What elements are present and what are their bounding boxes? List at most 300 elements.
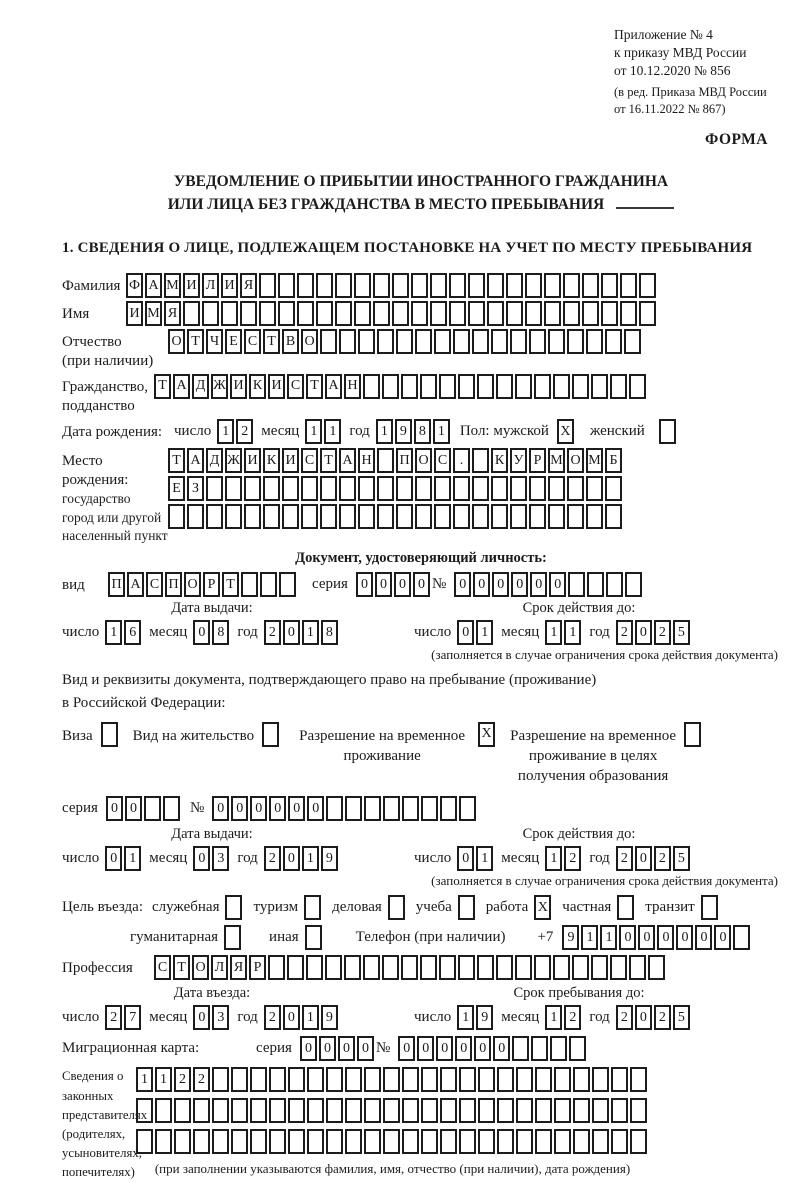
char-cell: 0 bbox=[635, 620, 652, 645]
char-cell bbox=[591, 374, 608, 399]
char-cell: 8 bbox=[212, 620, 229, 645]
char-cell bbox=[468, 301, 485, 326]
char-cell bbox=[168, 504, 185, 529]
option-visa-label: Виза bbox=[62, 727, 93, 744]
citizenship-label-line2: подданство bbox=[62, 397, 135, 414]
char-cell bbox=[516, 1098, 533, 1123]
citizenship-cells bbox=[154, 374, 648, 399]
char-cell bbox=[344, 955, 361, 980]
char-cell bbox=[620, 273, 637, 298]
identity-issue-col bbox=[62, 600, 414, 645]
char-cell bbox=[548, 476, 565, 501]
identity-valid-group bbox=[414, 620, 780, 645]
char-cell bbox=[244, 476, 261, 501]
char-cell bbox=[624, 329, 641, 354]
char-cell bbox=[439, 955, 456, 980]
char-cell bbox=[377, 476, 394, 501]
char-cell: 0 bbox=[530, 572, 547, 597]
char-cell bbox=[420, 955, 437, 980]
char-cell bbox=[611, 1129, 628, 1154]
year-label: год bbox=[589, 624, 610, 641]
char-cell: 0 bbox=[436, 1036, 453, 1061]
char-cell bbox=[472, 448, 489, 473]
char-cell bbox=[260, 572, 277, 597]
representatives-block bbox=[62, 1065, 780, 1182]
purpose-humanitarian-label: гуманитарная bbox=[130, 929, 219, 946]
purpose-business-label: деловая bbox=[332, 899, 382, 916]
order-reference bbox=[614, 26, 780, 117]
char-cell: В bbox=[282, 329, 299, 354]
char-cell bbox=[174, 1129, 191, 1154]
stay-month-cells bbox=[545, 1005, 583, 1030]
char-cell bbox=[567, 476, 584, 501]
char-cell bbox=[421, 1098, 438, 1123]
char-cell: 5 bbox=[673, 1005, 690, 1030]
char-cell bbox=[288, 1129, 305, 1154]
purpose-tourism-checkbox bbox=[304, 895, 323, 920]
char-cell: О bbox=[192, 955, 209, 980]
residence-issue-group bbox=[62, 846, 414, 871]
year-label: год bbox=[349, 423, 370, 440]
entry-year-cells bbox=[264, 1005, 340, 1030]
residence-series-cells bbox=[106, 796, 182, 821]
char-cell bbox=[415, 476, 432, 501]
char-cell bbox=[388, 895, 405, 920]
char-cell: Д bbox=[206, 448, 223, 473]
char-cell bbox=[573, 1129, 590, 1154]
char-cell: О bbox=[184, 572, 201, 597]
char-cell: У bbox=[510, 448, 527, 473]
entry-date-group bbox=[62, 1005, 414, 1030]
purpose-other-checkbox bbox=[305, 925, 324, 950]
char-cell bbox=[554, 1067, 571, 1092]
char-cell bbox=[553, 955, 570, 980]
char-cell bbox=[512, 1036, 529, 1061]
char-cell bbox=[586, 504, 603, 529]
char-cell bbox=[358, 476, 375, 501]
char-cell bbox=[592, 1098, 609, 1123]
char-cell bbox=[354, 273, 371, 298]
surname-cells bbox=[126, 273, 658, 298]
char-cell bbox=[325, 955, 342, 980]
char-cell: 0 bbox=[193, 620, 210, 645]
char-cell bbox=[487, 301, 504, 326]
citizenship-row bbox=[62, 374, 780, 416]
birth-place-row1-cells bbox=[168, 448, 624, 473]
char-cell bbox=[326, 1129, 343, 1154]
option-temp-residence bbox=[294, 722, 497, 767]
char-cell: И bbox=[268, 374, 285, 399]
char-cell: 1 bbox=[433, 419, 450, 444]
char-cell: С bbox=[434, 448, 451, 473]
char-cell: 0 bbox=[413, 572, 430, 597]
stay-until-group bbox=[414, 1005, 780, 1030]
month-label: месяц bbox=[149, 1009, 188, 1026]
representatives-row2-cells bbox=[136, 1098, 649, 1123]
char-cell bbox=[548, 504, 565, 529]
char-cell: С bbox=[287, 374, 304, 399]
year-label: год bbox=[589, 1009, 610, 1026]
purpose-work-label: работа bbox=[485, 899, 529, 916]
char-cell bbox=[212, 1129, 229, 1154]
char-cell: Е bbox=[225, 329, 242, 354]
char-cell bbox=[497, 1129, 514, 1154]
char-cell: 0 bbox=[106, 796, 123, 821]
char-cell: 0 bbox=[288, 796, 305, 821]
char-cell bbox=[434, 504, 451, 529]
char-cell bbox=[382, 955, 399, 980]
sex-male-label: Пол: мужской bbox=[459, 423, 549, 440]
char-cell: 1 bbox=[302, 846, 319, 871]
char-cell: 6 bbox=[124, 620, 141, 645]
char-cell bbox=[629, 374, 646, 399]
char-cell bbox=[531, 1036, 548, 1061]
char-cell bbox=[453, 504, 470, 529]
patronymic-label-line2: (при наличии) bbox=[62, 353, 154, 370]
char-cell bbox=[306, 955, 323, 980]
char-cell: А bbox=[339, 448, 356, 473]
char-cell bbox=[516, 1129, 533, 1154]
char-cell: 1 bbox=[136, 1067, 153, 1092]
char-cell bbox=[202, 301, 219, 326]
char-cell: Б bbox=[605, 448, 622, 473]
identity-issue-year-cells bbox=[264, 620, 340, 645]
char-cell bbox=[587, 572, 604, 597]
char-cell bbox=[569, 1036, 586, 1061]
sex-female-label: женский bbox=[589, 423, 645, 440]
option-temp-residence-education bbox=[510, 722, 703, 787]
birth-place-row2-cells bbox=[168, 476, 624, 501]
char-cell: О bbox=[415, 448, 432, 473]
residence-number-label: № bbox=[189, 800, 205, 817]
year-label: год bbox=[237, 850, 258, 867]
char-cell: X bbox=[534, 895, 551, 920]
char-cell bbox=[396, 504, 413, 529]
patronymic-cells bbox=[168, 329, 643, 354]
char-cell bbox=[402, 1098, 419, 1123]
char-cell bbox=[477, 955, 494, 980]
char-cell: П bbox=[165, 572, 182, 597]
char-cell bbox=[534, 955, 551, 980]
char-cell bbox=[262, 722, 279, 747]
purpose-label: Цель въезда: bbox=[62, 899, 143, 916]
char-cell bbox=[468, 273, 485, 298]
char-cell bbox=[136, 1129, 153, 1154]
char-cell bbox=[459, 1067, 476, 1092]
profession-cells bbox=[154, 955, 667, 980]
char-cell bbox=[515, 955, 532, 980]
char-cell: 2 bbox=[654, 846, 671, 871]
char-cell bbox=[377, 448, 394, 473]
document-title bbox=[62, 171, 780, 216]
char-cell: 0 bbox=[338, 1036, 355, 1061]
char-cell bbox=[240, 301, 257, 326]
identity-series-label: серия bbox=[312, 576, 348, 593]
char-cell bbox=[174, 1098, 191, 1123]
char-cell bbox=[610, 374, 627, 399]
residence-doc-intro-line2: в Российской Федерации: bbox=[62, 695, 226, 712]
char-cell bbox=[605, 504, 622, 529]
char-cell: 9 bbox=[321, 846, 338, 871]
char-cell: 0 bbox=[492, 572, 509, 597]
issue-date-heading: Дата выдачи: bbox=[171, 600, 253, 617]
day-label: число bbox=[414, 1009, 452, 1026]
char-cell bbox=[377, 329, 394, 354]
section1-heading: 1. СВЕДЕНИЯ О ЛИЦЕ, ПОДЛЕЖАЩЕМ ПОСТАНОВКЕ НА УЧЕТ ПО МЕСТУ ПРЕБЫВАНИЯ bbox=[62, 240, 753, 257]
char-cell bbox=[305, 925, 322, 950]
char-cell bbox=[491, 329, 508, 354]
char-cell: 1 bbox=[302, 1005, 319, 1030]
valid-until-heading: Срок действия до: bbox=[522, 826, 636, 843]
char-cell bbox=[259, 301, 276, 326]
char-cell: 2 bbox=[616, 1005, 633, 1030]
char-cell: 0 bbox=[695, 925, 712, 950]
purpose-row1 bbox=[62, 895, 780, 920]
char-cell bbox=[183, 301, 200, 326]
char-cell bbox=[568, 572, 585, 597]
char-cell bbox=[278, 301, 295, 326]
char-cell bbox=[478, 1098, 495, 1123]
char-cell: И bbox=[282, 448, 299, 473]
valid-until-heading: Срок действия до: bbox=[522, 600, 636, 617]
char-cell bbox=[510, 476, 527, 501]
char-cell bbox=[411, 273, 428, 298]
char-cell: 5 bbox=[673, 846, 690, 871]
char-cell bbox=[206, 476, 223, 501]
char-cell bbox=[250, 1098, 267, 1123]
identity-issue-day-cells bbox=[105, 620, 143, 645]
char-cell bbox=[187, 504, 204, 529]
order-reference-subline: от 16.11.2022 № 867) bbox=[614, 101, 726, 116]
purpose-study-checkbox bbox=[458, 895, 477, 920]
char-cell bbox=[420, 374, 437, 399]
residence-issue-col bbox=[62, 826, 414, 871]
residence-doc-intro-line1: Вид и реквизиты документа, подтверждающего право на пребывание (проживание) bbox=[62, 672, 597, 689]
char-cell: А bbox=[325, 374, 342, 399]
char-cell bbox=[421, 1067, 438, 1092]
char-cell: К bbox=[249, 374, 266, 399]
char-cell bbox=[497, 1098, 514, 1123]
identity-doc-heading: Документ, удостоверяющий личность: bbox=[295, 550, 547, 567]
patronymic-label-line1: Отчество bbox=[62, 334, 122, 351]
stay-year-cells bbox=[616, 1005, 692, 1030]
char-cell: Ф bbox=[126, 273, 143, 298]
char-cell bbox=[373, 301, 390, 326]
char-cell bbox=[592, 1129, 609, 1154]
char-cell: М bbox=[586, 448, 603, 473]
residence-issue-day-cells bbox=[105, 846, 143, 871]
char-cell: 2 bbox=[616, 846, 633, 871]
char-cell: К bbox=[491, 448, 508, 473]
char-cell: М bbox=[548, 448, 565, 473]
char-cell bbox=[269, 1067, 286, 1092]
char-cell bbox=[383, 1098, 400, 1123]
representatives-label-line: законных bbox=[62, 1088, 114, 1103]
char-cell: А bbox=[145, 273, 162, 298]
char-cell bbox=[525, 273, 542, 298]
char-cell: 0 bbox=[307, 796, 324, 821]
month-label: месяц bbox=[149, 624, 188, 641]
migration-number-cells bbox=[398, 1036, 588, 1061]
char-cell bbox=[231, 1098, 248, 1123]
char-cell bbox=[402, 1067, 419, 1092]
representatives-row3-cells bbox=[136, 1129, 649, 1154]
representatives-label-line: усыновителях, bbox=[62, 1146, 142, 1161]
day-label: число bbox=[414, 850, 452, 867]
char-cell: Т bbox=[168, 448, 185, 473]
char-cell bbox=[629, 955, 646, 980]
char-cell: 0 bbox=[283, 846, 300, 871]
char-cell bbox=[497, 1067, 514, 1092]
purpose-transit-checkbox bbox=[701, 895, 720, 920]
char-cell: 5 bbox=[673, 620, 690, 645]
char-cell bbox=[231, 1129, 248, 1154]
residence-valid-day-cells bbox=[457, 846, 495, 871]
identity-valid-year-cells bbox=[616, 620, 692, 645]
char-cell bbox=[364, 1129, 381, 1154]
char-cell: 2 bbox=[264, 620, 281, 645]
char-cell: Ж bbox=[211, 374, 228, 399]
char-cell: 3 bbox=[212, 1005, 229, 1030]
firstname-cells bbox=[126, 301, 658, 326]
char-cell bbox=[288, 1098, 305, 1123]
char-cell: Т bbox=[187, 329, 204, 354]
birth-place-label-line: город или другой bbox=[62, 509, 162, 525]
char-cell bbox=[434, 329, 451, 354]
phone-prefix: +7 bbox=[537, 929, 554, 946]
char-cell bbox=[554, 1129, 571, 1154]
char-cell bbox=[548, 329, 565, 354]
char-cell bbox=[415, 329, 432, 354]
birth-place-label-line: населенный пункт bbox=[62, 528, 168, 544]
purpose-option-transit bbox=[645, 895, 719, 920]
char-cell: Я bbox=[230, 955, 247, 980]
char-cell: 0 bbox=[283, 620, 300, 645]
char-cell: 2 bbox=[236, 419, 253, 444]
residence-valid-group bbox=[414, 846, 780, 871]
char-cell bbox=[453, 476, 470, 501]
char-cell: 0 bbox=[714, 925, 731, 950]
char-cell bbox=[316, 273, 333, 298]
month-label: месяц bbox=[501, 850, 540, 867]
char-cell bbox=[396, 329, 413, 354]
profession-row bbox=[62, 955, 780, 980]
char-cell bbox=[478, 1129, 495, 1154]
char-cell bbox=[136, 1098, 153, 1123]
char-cell bbox=[487, 273, 504, 298]
char-cell: А bbox=[173, 374, 190, 399]
representatives-cell-rows bbox=[136, 1067, 649, 1177]
char-cell: 0 bbox=[357, 1036, 374, 1061]
phone-cells bbox=[562, 925, 752, 950]
char-cell bbox=[231, 1067, 248, 1092]
char-cell: 0 bbox=[638, 925, 655, 950]
validity-note: (заполняется в случае ограничения срока действия документа) bbox=[431, 647, 778, 663]
identity-valid-day-cells bbox=[457, 620, 495, 645]
char-cell: И bbox=[230, 374, 247, 399]
char-cell bbox=[225, 476, 242, 501]
char-cell bbox=[411, 301, 428, 326]
migration-series-cells bbox=[300, 1036, 376, 1061]
char-cell bbox=[733, 925, 750, 950]
char-cell bbox=[453, 329, 470, 354]
entry-day-cells bbox=[105, 1005, 143, 1030]
char-cell bbox=[206, 504, 223, 529]
char-cell: 0 bbox=[549, 572, 566, 597]
char-cell bbox=[307, 1129, 324, 1154]
char-cell: 0 bbox=[193, 1005, 210, 1030]
char-cell bbox=[212, 1098, 229, 1123]
day-label: число bbox=[62, 850, 100, 867]
char-cell bbox=[563, 273, 580, 298]
char-cell bbox=[591, 955, 608, 980]
char-cell bbox=[358, 329, 375, 354]
char-cell bbox=[516, 1067, 533, 1092]
residence-series-label: серия bbox=[62, 800, 98, 817]
option-temp-residence-label: Разрешение на временное проживание bbox=[299, 727, 466, 764]
char-cell bbox=[320, 504, 337, 529]
representatives-label-line: попечителях) bbox=[62, 1165, 135, 1180]
entry-month-cells bbox=[193, 1005, 231, 1030]
char-cell: 1 bbox=[217, 419, 234, 444]
char-cell bbox=[430, 301, 447, 326]
char-cell bbox=[326, 1098, 343, 1123]
char-cell bbox=[316, 301, 333, 326]
year-label: год bbox=[589, 850, 610, 867]
option-temp-residence-checkbox bbox=[478, 722, 497, 747]
char-cell: 0 bbox=[635, 1005, 652, 1030]
char-cell: О bbox=[168, 329, 185, 354]
char-cell bbox=[639, 301, 656, 326]
migration-series-label: серия bbox=[256, 1040, 292, 1057]
birth-place-label-line: государство bbox=[62, 490, 131, 506]
char-cell: Т bbox=[306, 374, 323, 399]
char-cell bbox=[193, 1098, 210, 1123]
blank-underline bbox=[616, 206, 674, 209]
char-cell bbox=[684, 722, 701, 747]
profession-label: Профессия bbox=[62, 960, 133, 977]
order-reference-line: к приказу МВД России bbox=[614, 44, 747, 60]
migration-number-label: № bbox=[375, 1040, 391, 1057]
char-cell: 0 bbox=[394, 572, 411, 597]
char-cell bbox=[458, 955, 475, 980]
char-cell: Р bbox=[529, 448, 546, 473]
char-cell bbox=[250, 1129, 267, 1154]
char-cell bbox=[496, 374, 513, 399]
char-cell bbox=[554, 1098, 571, 1123]
char-cell bbox=[301, 476, 318, 501]
option-temp-residence-education-checkbox bbox=[684, 722, 703, 747]
char-cell: 1 bbox=[376, 419, 393, 444]
char-cell: X bbox=[478, 722, 495, 747]
issue-date-heading: Дата выдачи: bbox=[171, 826, 253, 843]
char-cell: А bbox=[187, 448, 204, 473]
char-cell: И bbox=[183, 273, 200, 298]
year-label: год bbox=[237, 624, 258, 641]
day-label: число bbox=[62, 624, 100, 641]
char-cell bbox=[335, 301, 352, 326]
char-cell bbox=[582, 301, 599, 326]
char-cell bbox=[278, 273, 295, 298]
char-cell: Н bbox=[358, 448, 375, 473]
char-cell: 2 bbox=[264, 1005, 281, 1030]
identity-number-cells bbox=[454, 572, 644, 597]
char-cell: 0 bbox=[319, 1036, 336, 1061]
char-cell bbox=[440, 796, 457, 821]
birth-date-label: Дата рождения: bbox=[62, 424, 163, 441]
char-cell bbox=[163, 796, 180, 821]
char-cell bbox=[586, 329, 603, 354]
